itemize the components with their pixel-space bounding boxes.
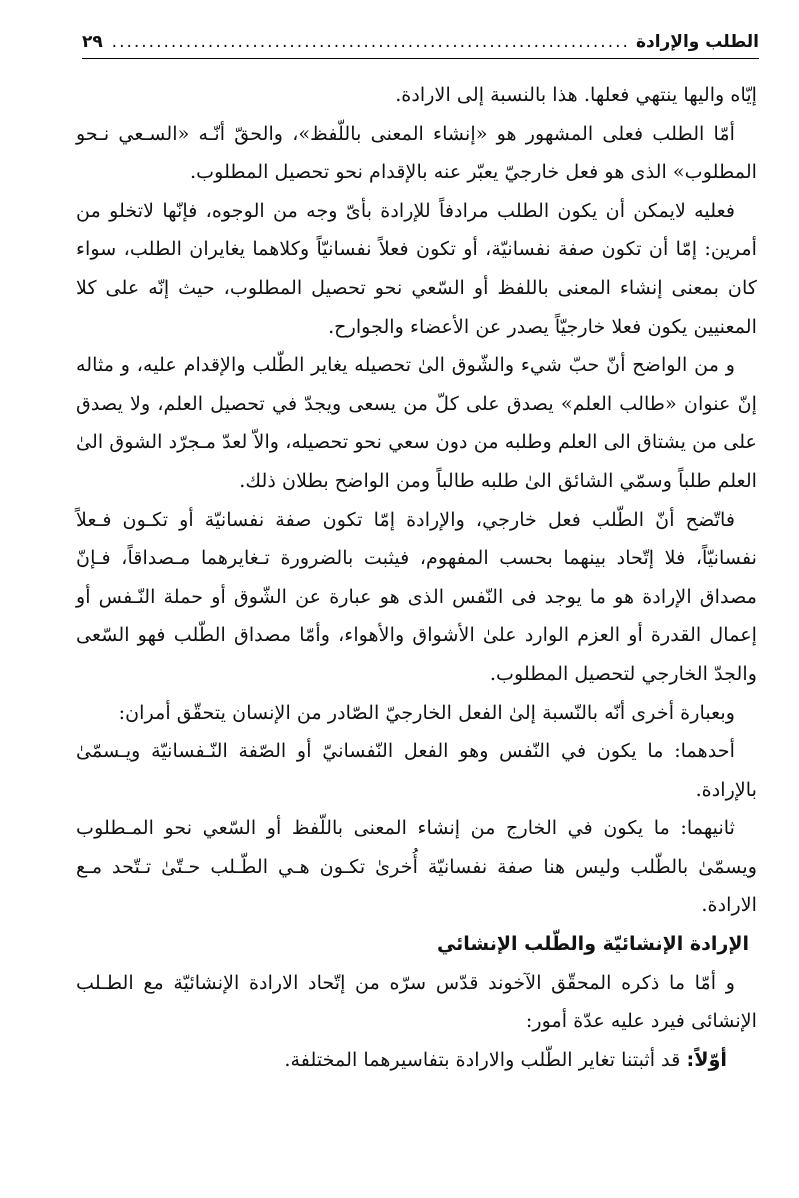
paragraph: ثانيهما: ما يكون في الخارج من إنشاء المعنى باللّفظ أو السّعي نحو المـطلوب ويسمّىٰ بالطّلب وليس هنا صفة نفسانيّة أُخرىٰ تكـون هـي الطّـلب حـتّىٰ تـتّحد مـع الارادة. xyxy=(76,816,757,917)
paragraph: وبعبارة أخرى أنّه بالنّسبة إلىٰ الفعل الخارجيّ الصّادر من الإنسان يتحقّق أمران: xyxy=(118,700,735,724)
paragraph: و من الواضح أنّ حبّ شيء والشّوق الىٰ تحصيله يغاير الطّلب والإقدام عليه، و مثاله إنّ عنوان «طالب العلم» يصدق على كلّ من يسعى ويجدّ في تحصيل العلم، ولا يصدق على من يشتاق الى العلم وطلبه من دون سعي نحو تحصيله، والاّ لعدّ مـجرّد الشوق الىٰ العلم طلباً وسمّي الشائق الىٰ طلبه طالباً ومن الواضح بطلان ذلك. xyxy=(76,353,757,492)
header-leader-dots xyxy=(109,32,630,52)
enumerated-point xyxy=(76,1041,757,1080)
point-text: قد أثبتنا تغاير الطّلب والارادة بتفاسيرهما المختلفة. xyxy=(284,1047,681,1071)
paragraph: أحدهما: ما يكون في النّفس وهو الفعل النّفسانيّ أو الصّفة النّـفسانيّة ويـسمّىٰ بالإرادة. xyxy=(76,739,757,801)
point-lead: أوّلاً: xyxy=(686,1047,727,1071)
running-header xyxy=(82,32,759,52)
paragraph: فاتّضح أنّ الطّلب فعل خارجي، والإرادة إمّا تكون صفة نفسانيّة أو تكـون فـعلاً نفسانيّاً، فلا إتّحاد بينهما بحسب المفهوم، فيثبت بالضرورة تـغايرهما مـصداقاً، فـإنّ مصداق الإرادة هو ما يوجد فى النّفس الذى هو عبارة عن الشّوق أو حملة النّـفس أو إعمال القدرة أو العزم الوارد علىٰ الأشواق والأهواء، وأمّا مصداق الطّلب فهو السّعى والجدّ الخارجي لتحصيل المطلوب. xyxy=(76,507,757,685)
section-heading: الإرادة الإنشائيّة والطّلب الإنشائي xyxy=(436,933,749,956)
paragraph: إيّاه واليها ينتهي فعلها. هذا بالنسبة إلى الارادة. xyxy=(395,83,757,106)
chapter-title: الطلب والإرادة xyxy=(635,32,759,52)
header-divider xyxy=(82,58,759,59)
paragraph: و أمّا ما ذكره المحقّق الآخوند قدّس سرّه من إتّحاد الارادة الإنشائيّة مع الطـلب الإنشائى فيرد عليه عدّة أمور: xyxy=(76,970,757,1033)
body-text xyxy=(76,76,757,1079)
paragraph: فعليه لايمكن أن يكون الطلب مرادفاً للإرادة بأىّ وجه من الوجوه، فإنّها لاتخلو من أمرين: إمّا أن تكون صفة نفسانيّة، أو تكون فعلاً نفسانيّاً وكلاهما يغايران الطلب، سواء كان بمعنى إنشاء المعنى باللفظ أو السّعي نحو تحصيل المطلوب، حيث إنّه على كلا المعنيين يكون فعلا خارجيّاً يصدر عن الأعضاء والجوارح. xyxy=(76,198,757,338)
page-number: ٢٩ xyxy=(82,32,103,52)
paragraph: أمّا الطلب فعلى المشهور هو «إنشاء المعنى باللّفظ»، والحقّ أنّـه «السـعي نـحو المطلوب» الذى هو فعل خارجيّ يعبّر عنه بالإقدام نحو تحصيل المطلوب. xyxy=(76,121,757,184)
